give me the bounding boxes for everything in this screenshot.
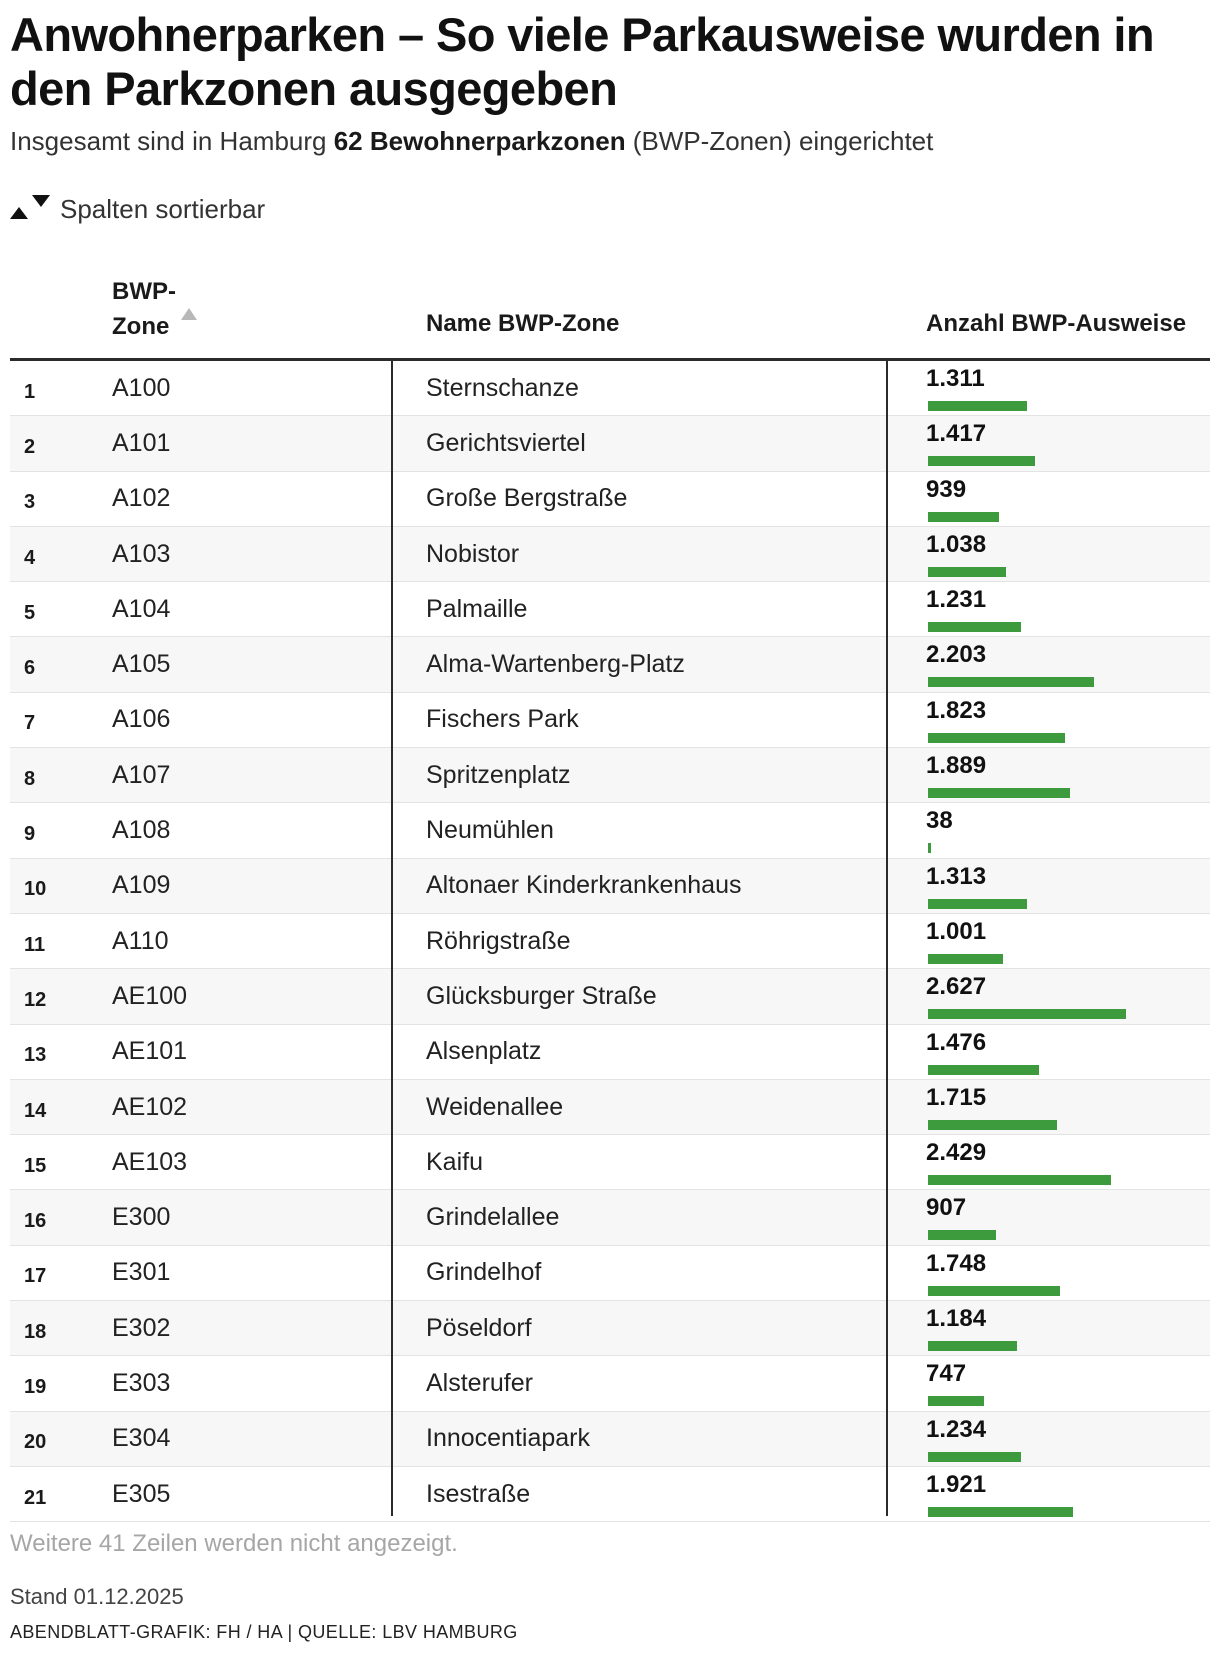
count-value-label: 1.823 [926,696,987,724]
sort-hint-text: Spalten sortierbar [60,194,266,224]
row-rank: 12 [24,988,47,1011]
count-value-label: 747 [926,1360,967,1388]
row-count-cell [926,527,1206,581]
row-count-cell [926,748,1206,802]
row-rank: 9 [24,823,36,846]
chart-title: Anwohnerparken – So viele Parkausweise wurden in den Parkzonen ausgegeben [10,8,1154,115]
count-bar [928,1230,996,1240]
row-count-cell [926,1246,1206,1300]
row-rank: 10 [24,878,47,901]
count-bar [928,1341,1017,1351]
row-count-cell [926,1356,1206,1410]
column-header-zone[interactable] [112,276,212,343]
date-note: Stand 01.12.2025 [10,1584,184,1609]
row-zone-name: Röhrigstraße [426,926,571,955]
row-zone-name: Kaifu [426,1147,483,1176]
table-row [10,472,1210,527]
row-zone-name: Innocentiapark [426,1424,591,1453]
count-value-label: 38 [926,807,953,835]
row-zone-name: Pöseldorf [426,1313,532,1342]
row-count-cell [926,361,1206,415]
table-row [10,582,1210,637]
row-rank: 1 [24,380,36,403]
sort-ascending-icon[interactable] [181,308,197,320]
table-row [10,803,1210,858]
more-rows-note: Weitere 41 Zeilen werden nicht angezeigt. [10,1530,458,1557]
table-body [10,361,1210,1522]
table-row [10,1080,1210,1135]
count-bar [928,954,1003,964]
row-count-cell [926,582,1206,636]
count-value-label: 1.184 [926,1305,987,1333]
row-rank: 11 [24,933,46,956]
count-value-label: 1.889 [926,752,987,780]
count-bar [928,512,999,522]
row-zone-code: A109 [112,871,171,900]
triangle-down-icon [32,195,50,207]
row-count-cell [926,803,1206,857]
row-zone-name: Spritzenplatz [426,760,571,789]
table-row [10,361,1210,416]
column-header-zone-label: BWP-Zone [112,278,176,340]
count-bar [928,622,1021,632]
row-rank: 20 [24,1431,47,1454]
row-zone-code: A110 [112,926,169,955]
count-bar [928,1507,1073,1517]
count-value-label: 1.476 [926,1028,987,1056]
column-divider [391,361,393,1516]
sort-hint [10,192,265,226]
row-zone-name: Alma-Wartenberg-Platz [426,650,685,679]
row-zone-name: Glücksburger Straße [426,981,657,1010]
column-header-count[interactable]: Anzahl BWP-Ausweise [926,310,1187,337]
row-count-cell [926,1080,1206,1134]
row-zone-code: AE101 [112,1037,188,1066]
row-zone-code: E300 [112,1203,171,1232]
row-count-cell [926,969,1206,1023]
row-zone-code: A102 [112,484,171,513]
row-rank: 3 [24,491,36,514]
count-value-label: 907 [926,1194,967,1222]
subtitle-prefix: Insgesamt sind in Hamburg [10,126,334,156]
row-rank: 5 [24,601,36,624]
table-row [10,693,1210,748]
row-count-cell [926,1301,1206,1355]
table-row [10,1301,1210,1356]
table-row [10,527,1210,582]
sort-arrows-icon [10,199,50,219]
column-header-name[interactable]: Name BWP-Zone [426,310,620,337]
table-row [10,859,1210,914]
row-zone-name: Nobistor [426,539,520,568]
row-zone-name: Isestraße [426,1479,531,1508]
row-rank: 7 [24,712,36,735]
count-bar [928,1065,1039,1075]
row-zone-name: Palmaille [426,594,528,623]
count-bar [928,733,1065,743]
count-bar [928,567,1006,577]
table-row [10,416,1210,471]
row-rank: 8 [24,767,36,790]
table-row [10,1025,1210,1080]
row-zone-code: A108 [112,816,171,845]
row-zone-code: E302 [112,1313,171,1342]
count-bar [928,1120,1057,1130]
row-rank: 13 [24,1044,47,1067]
table-row [10,1412,1210,1467]
row-rank: 16 [24,1210,47,1233]
row-zone-name: Alsenplatz [426,1037,542,1066]
row-count-cell [926,1025,1206,1079]
row-zone-name: Altonaer Kinderkrankenhaus [426,871,742,900]
row-count-cell [926,693,1206,747]
count-value-label: 1.038 [926,530,987,558]
row-rank: 4 [24,546,36,569]
count-value-label: 1.715 [926,1083,987,1111]
subtitle-suffix: (BWP-Zonen) eingerichtet [625,126,934,156]
row-zone-code: A105 [112,650,171,679]
source-note: ABENDBLATT-GRAFIK: FH / HA | QUELLE: LBV HAMBURG [10,1622,518,1642]
count-value-label: 1.748 [926,1249,987,1277]
count-bar [928,843,931,853]
row-zone-code: E305 [112,1479,171,1508]
row-count-cell [926,859,1206,913]
count-bar [928,401,1027,411]
row-zone-code: A104 [112,594,171,623]
row-zone-name: Weidenallee [426,1092,564,1121]
row-zone-name: Sternschanze [426,373,579,402]
table-header [10,270,1210,361]
row-zone-code: E304 [112,1424,171,1453]
row-zone-name: Gerichtsviertel [426,428,586,457]
row-rank: 18 [24,1320,47,1343]
row-count-cell [926,1135,1206,1189]
count-value-label: 1.234 [926,1415,987,1443]
row-zone-name: Grindelallee [426,1203,560,1232]
row-count-cell [926,1190,1206,1244]
row-rank: 15 [24,1154,47,1177]
row-zone-code: E303 [112,1368,171,1397]
count-bar [928,1396,984,1406]
count-value-label: 2.429 [926,1139,987,1167]
row-zone-code: A107 [112,760,171,789]
row-rank: 2 [24,435,36,458]
table-row [10,969,1210,1024]
row-zone-code: A100 [112,373,171,402]
count-bar [928,1009,1126,1019]
row-zone-code: AE100 [112,981,188,1010]
row-zone-code: AE103 [112,1147,188,1176]
count-bar [928,788,1070,798]
row-zone-name: Große Bergstraße [426,484,628,513]
row-count-cell [926,637,1206,691]
triangle-up-icon [10,207,28,219]
count-value-label: 1.311 [926,365,985,392]
table-row [10,1467,1210,1522]
table-row [10,637,1210,692]
row-zone-code: E301 [112,1258,171,1287]
table-row [10,1356,1210,1411]
count-value-label: 2.627 [926,973,987,1001]
row-zone-code: AE102 [112,1092,188,1121]
subtitle-bold: 62 Bewohnerparkzonen [333,126,626,156]
row-rank: 17 [24,1265,47,1288]
row-zone-name: Alsterufer [426,1368,533,1397]
row-zone-code: A103 [112,539,171,568]
row-count-cell [926,416,1206,470]
row-rank: 6 [24,657,36,680]
row-zone-name: Neumühlen [426,816,554,845]
table-row [10,1190,1210,1245]
row-rank: 21 [24,1486,47,1509]
count-bar [928,456,1035,466]
row-zone-code: A106 [112,705,171,734]
count-bar [928,1286,1060,1296]
count-bar [928,1175,1111,1185]
column-divider [886,361,888,1516]
count-bar [928,1452,1021,1462]
count-value-label: 1.001 [926,917,987,945]
count-value-label: 1.231 [926,586,987,614]
row-zone-code: A101 [112,428,171,457]
count-value-label: 1.921 [926,1470,987,1498]
count-value-label: 2.203 [926,641,987,669]
count-bar [928,677,1094,687]
table-row [10,914,1210,969]
chart-subtitle [10,124,933,158]
row-count-cell [926,1467,1206,1521]
row-count-cell [926,1412,1206,1466]
row-zone-name: Fischers Park [426,705,579,734]
count-bar [928,899,1027,909]
table-row [10,1135,1210,1190]
row-rank: 14 [24,1099,47,1122]
row-zone-name: Grindelhof [426,1258,542,1287]
table-row [10,748,1210,803]
count-value-label: 1.417 [926,420,987,448]
row-count-cell [926,914,1206,968]
row-count-cell [926,472,1206,526]
count-value-label: 939 [926,475,967,503]
table-row [10,1246,1210,1301]
row-rank: 19 [24,1375,47,1398]
count-value-label: 1.313 [926,862,987,890]
